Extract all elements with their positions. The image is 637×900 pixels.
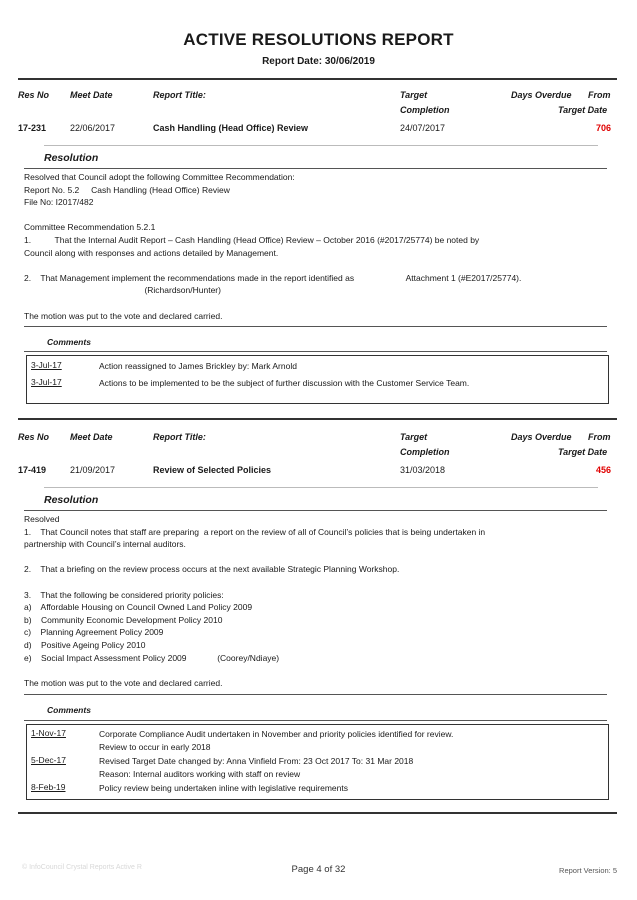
res-no: 17-231 — [18, 123, 47, 133]
col-report-title: Report Title: — [153, 90, 206, 100]
comment-date: 8-Feb-19 — [31, 782, 66, 792]
body-line: 2. That Management implement the recommendations made in the report identified as Attachment 1 (#E2017/25774). — [24, 272, 522, 283]
body-line — [24, 664, 485, 677]
row-divider — [44, 487, 598, 488]
meet-date: 21/09/2017 — [70, 465, 116, 475]
body-line — [24, 209, 521, 222]
col-from: From — [588, 90, 611, 100]
col-target-date: Target Date — [558, 447, 608, 457]
comment-text: Policy review being undertaken inline with legislative requirements — [99, 783, 348, 793]
comment-date: 1-Nov-17 — [31, 728, 66, 738]
comment-text: Review to occur in early 2018 — [99, 741, 211, 752]
comment-text: Reason: Internal auditors working with staff on review — [99, 768, 301, 779]
comment-text: Corporate Compliance Audit undertaken in November and priority policies identified for review. — [99, 729, 454, 739]
col-from: From — [588, 432, 611, 442]
comment-text: Actions to be implemented to be the subject of further discussion with the Customer Service Team. — [99, 378, 470, 388]
body-line: (Richardson/Hunter) — [24, 285, 221, 296]
comment-date: 3-Jul-17 — [31, 377, 62, 387]
comments-box — [26, 355, 609, 404]
resolution-divider — [24, 168, 607, 169]
body-line: Committee Recommendation 5.2.1 — [24, 222, 156, 233]
col-report-title: Report Title: — [153, 432, 206, 442]
comment-text: Revised Target Date changed by: Anna Vinfield From: 23 Oct 2017 To: 31 Mar 2018 — [99, 756, 414, 766]
col-target: Target — [400, 90, 428, 100]
body-end-divider — [24, 326, 607, 327]
comments-label: Comments — [47, 337, 91, 347]
comments-divider — [24, 351, 607, 352]
resolution-body — [24, 513, 485, 689]
comments-box — [26, 724, 609, 800]
col-days-overdue: Days Overdue — [511, 90, 572, 100]
body-line: Resolved that Council adopt the following Committee Recommendation: — [24, 172, 295, 182]
row-divider — [44, 145, 598, 146]
comment-date: 3-Jul-17 — [31, 360, 62, 370]
body-line: The motion was put to the vote and declared carried. — [24, 310, 223, 321]
footer-watermark: © InfoCouncil Crystal Reports Active R — [22, 864, 142, 871]
body-line: File No: I2017/482 — [24, 197, 94, 208]
report-title: ACTIVE RESOLUTIONS REPORT — [183, 30, 454, 49]
col-target: Target — [400, 432, 428, 442]
comment-text: Action reassigned to James Brickley by: Mark Arnold — [99, 361, 297, 371]
target-completion: 24/07/2017 — [400, 123, 446, 133]
col-res-no: Res No — [18, 90, 50, 100]
page-number: Page 4 of 32 — [291, 864, 346, 875]
resolution-label: Resolution — [44, 152, 99, 164]
body-end-divider — [24, 694, 607, 695]
target-completion: 31/03/2018 — [400, 465, 446, 475]
section-divider — [18, 418, 617, 420]
resolution-label: Resolution — [44, 494, 99, 506]
body-line: The motion was put to the vote and declared carried. — [24, 677, 223, 688]
body-line: e) Social Impact Assessment Policy 2009 (Coorey/Ndiaye) — [24, 652, 280, 663]
resolution-body — [24, 171, 521, 322]
res-no: 17-419 — [18, 465, 47, 475]
report-date: Report Date: 30/06/2019 — [262, 56, 375, 67]
body-line: partnership with Council’s internal auditors. — [24, 539, 186, 550]
report-version: Report Version: 5 — [559, 866, 617, 875]
col-days-overdue: Days Overdue — [511, 432, 572, 442]
body-line: b) Community Economic Development Policy 2010 — [24, 614, 223, 625]
body-line — [24, 259, 521, 272]
body-line: Council along with responses and actions detailed by Management. — [24, 247, 279, 258]
section-divider — [18, 78, 617, 80]
body-line: c) Planning Agreement Policy 2009 — [24, 627, 164, 638]
body-line — [24, 551, 485, 564]
body-line: a) Affordable Housing on Council Owned Land Policy 2009 — [24, 602, 253, 613]
comment-date: 5-Dec-17 — [31, 755, 66, 765]
body-line: 2. That a briefing on the review process occurs at the next available Strategic Planning Workshop. — [24, 564, 400, 575]
days-overdue: 706 — [595, 123, 611, 133]
col-meet-date: Meet Date — [70, 90, 113, 100]
body-line: 1. That Council notes that staff are preparing a report on the review of all of Council’s policies that is being undertaken in — [24, 526, 486, 537]
comments-label: Comments — [47, 705, 91, 715]
body-line: 1. That the Internal Audit Report – Cash Handling (Head Office) Review – October 2016 (#2017/25774) be noted by — [24, 234, 480, 245]
body-line — [24, 576, 485, 589]
report-title-value: Cash Handling (Head Office) Review — [153, 123, 309, 133]
resolution-divider — [24, 510, 607, 511]
body-line: Report No. 5.2 Cash Handling (Head Office) Review — [24, 184, 230, 195]
days-overdue: 456 — [595, 465, 611, 475]
comments-divider — [24, 720, 607, 721]
col-meet-date: Meet Date — [70, 432, 113, 442]
body-line: 3. That the following be considered priority policies: — [24, 589, 224, 600]
meet-date: 22/06/2017 — [70, 123, 116, 133]
col-completion: Completion — [400, 447, 450, 457]
report-title-value: Review of Selected Policies — [153, 465, 272, 475]
col-target-date: Target Date — [558, 105, 608, 115]
body-line — [24, 297, 521, 310]
body-line: Resolved — [24, 514, 60, 524]
body-line: d) Positive Ageing Policy 2010 — [24, 639, 146, 650]
col-res-no: Res No — [18, 432, 50, 442]
section-divider — [18, 812, 617, 814]
col-completion: Completion — [400, 105, 450, 115]
